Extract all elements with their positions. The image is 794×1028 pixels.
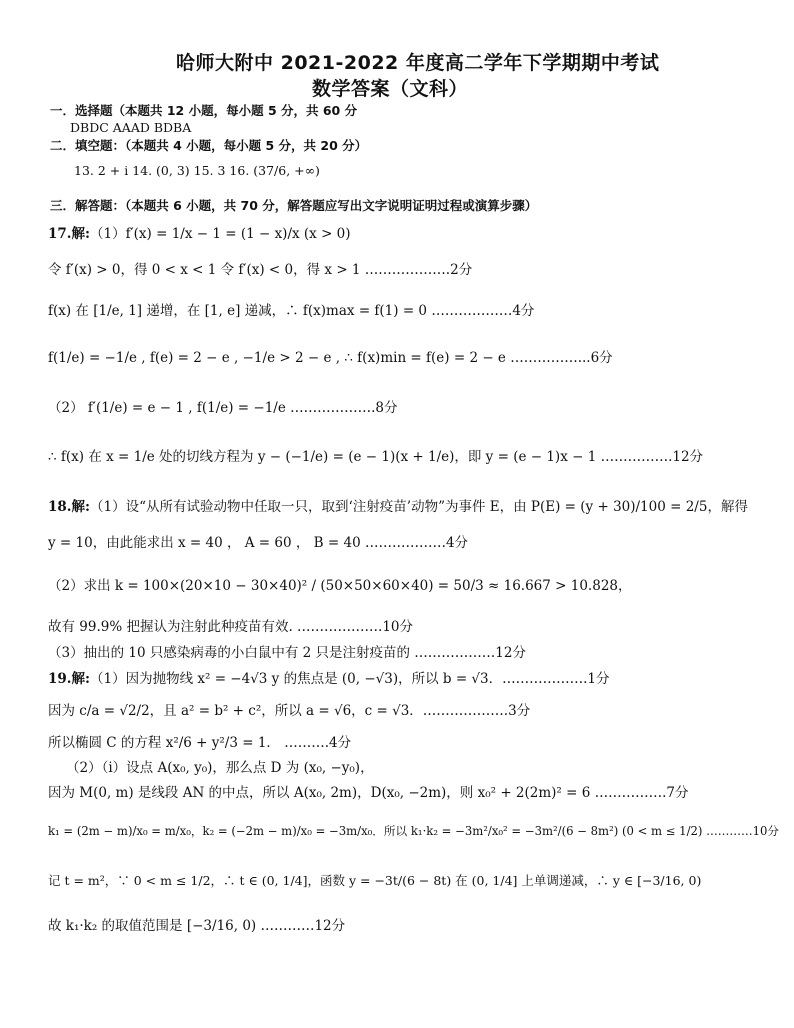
q18-line2: y = 10，由此能求出 x = 40 ， A = 60 ， B = 40 ………………4分 (48, 535, 469, 551)
q18-line3: （2）求出 k = 100×(20×10 − 30×40)² / (50×50×60×40) = 50/3 ≈ 16.667 > 10.828， (48, 578, 632, 594)
q18-line5: （3）抽出的 10 只感染病毒的小白鼠中有 2 只是注射疫苗的 ………………12分 (48, 645, 526, 661)
q19-line2: 因为 c/a = √2/2，且 a² = b² + c²，所以 a = √6，c = √3．……………….3分 (48, 703, 531, 719)
page-subtitle: 数学答案（文科） (312, 78, 469, 100)
q18-label: 18.解: (48, 499, 90, 515)
page-title: 哈师大附中 2021-2022 年度高二学年下学期期中考试 (176, 52, 660, 74)
q19-line1: （1）因为抛物线 x² = −4√3 y 的焦点是 (0, −√3)，所以 b = √3．……………….1分 (90, 671, 610, 687)
q17-line5: （2） f′(1/e) = e − 1 , f(1/e) = −1/e ……………….8分 (48, 400, 398, 416)
q19-line5: 因为 M(0, m) 是线段 AN 的中点，所以 A(x₀, 2m)，D(x₀, −2m)，则 x₀² + 2(2m)² = 6 …………….7分 (48, 785, 689, 801)
q19-label: 19.解: (48, 671, 90, 687)
q19-line4: （2）（i）设点 A(x₀, y₀)，那么点 D 为 (x₀, −y₀)， (66, 760, 374, 776)
choice-answers: DBDC AAAD BDBA (70, 120, 192, 135)
q19-line3: 所以椭圆 C 的方程 x²/6 + y²/3 = 1． ……….4分 (48, 735, 352, 751)
section-3-header: 三．解答题：（本题共 6 小题，共 70 分，解答题应写出文字说明证明过程或演算步骤） (50, 198, 538, 213)
q18-line1: （1）设“从所有试验动物中任取一只，取到‘注射疫苗’动物”为事件 E，由 P(E) = (y + 30)/100 = 2/5，解得 (90, 499, 748, 515)
q19-line8: 故 k₁·k₂ 的取值范围是 [−3/16, 0) …………12分 (48, 918, 346, 934)
section-2-header: 二．填空题：（本题共 4 小题，每小题 5 分，共 20 分） (50, 138, 368, 153)
q17-line1: （1）f′(x) = 1/x − 1 = (1 − x)/x (x > 0) (90, 226, 351, 242)
section-1-header: 一．选择题（本题共 12 小题，每小题 5 分，共 60 分 (50, 103, 358, 118)
q17-line3: f(x) 在 [1/e, 1] 递增，在 [1, e] 递减，∴ f(x)max = f(1) = 0 ………………4分 (48, 303, 535, 319)
q17-line2: 令 f′(x) > 0，得 0 < x < 1 令 f′(x) < 0，得 x > 1 ……………….2分 (48, 262, 473, 278)
fill-answers: 13. 2 + i 14. (0, 3) 15. 3 16. (37/6, +∞) (74, 163, 320, 178)
q17-line4: f(1/e) = −1/e , f(e) = 2 − e , −1/e > 2 − e , ∴ f(x)min = f(e) = 2 − e ……………...6分 (48, 350, 613, 366)
q17-line6: ∴ f(x) 在 x = 1/e 处的切线方程为 y − (−1/e) = (e − 1)(x + 1/e)，即 y = (e − 1)x − 1 …………….12分 (48, 449, 704, 465)
q19-line7: 记 t = m²，∵ 0 < m ≤ 1/2，∴ t ∈ (0, 1/4]，函数 y = −3t/(6 − 8t) 在 (0, 1/4] 上单调递减，∴ y ∈ [−3/16, 0) (48, 873, 702, 888)
q18-line4: 故有 99.9% 把握认为注射此种疫苗有效. ……………….10分 (48, 619, 414, 635)
q19-line6: k₁ = (2m − m)/x₀ = m/x₀，k₂ = (−2m − m)/x₀ = −3m/x₀．所以 k₁·k₂ = −3m²/x₀² = −3m²/(6 − 8m²) (0 < m ≤ 1/2) …………10分 (48, 824, 780, 838)
q17-label: 17.解: (48, 226, 90, 242)
